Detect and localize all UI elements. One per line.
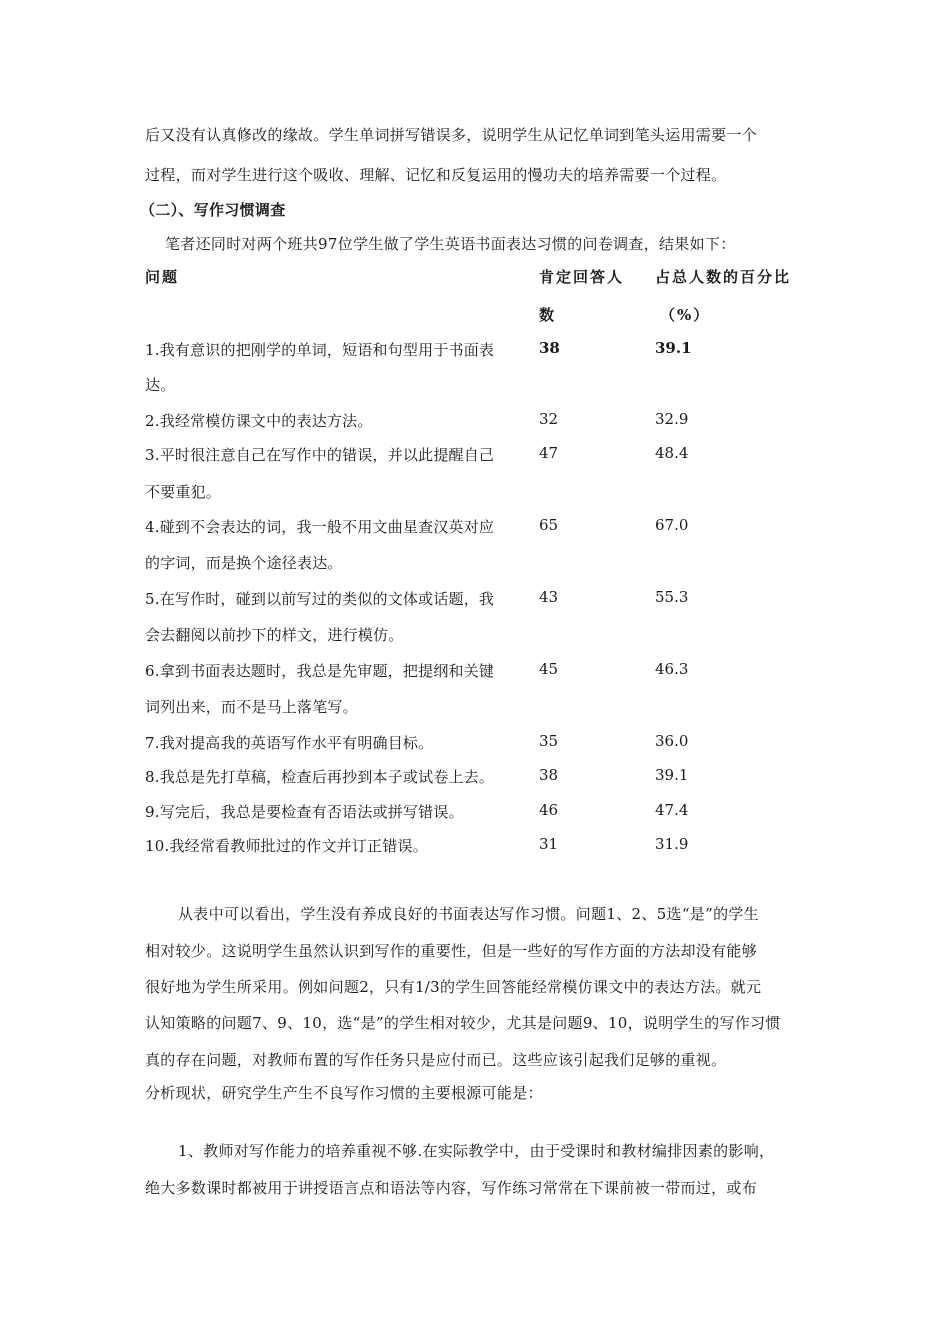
intro-line-1: 后又没有认真修改的缘故。学生单词拼写错误多，说明学生从记忆单词到笔头运用需要一个 [145, 126, 758, 144]
reason1-line-1: 1、教师对写作能力的培养重视不够.在实际教学中，由于受课时和教材编排因素的影响， [178, 1142, 775, 1160]
table-row-count: 46 [539, 801, 559, 819]
table-row-question-cont: 达。 [145, 376, 176, 394]
table-row-count: 47 [539, 444, 559, 462]
table-header-percent-1: 占总人数的百分比 [655, 268, 792, 286]
reason1-line-2: 绝大多数课时都被用于讲授语言点和语法等内容，写作练习常常在下课前被一带而过，或布 [145, 1179, 758, 1197]
table-row-question: 9.写完后，我总是要检查有否语法或拼写错误。 [145, 803, 464, 821]
table-row-question: 2.我经常模仿课文中的表达方法。 [145, 412, 373, 430]
section-heading: （二）、写作习惯调查 [140, 201, 286, 219]
table-row-count: 45 [539, 660, 559, 678]
table-row-percent: 39.1 [655, 339, 692, 357]
table-row-percent: 67.0 [655, 516, 689, 534]
table-header-question: 问题 [145, 268, 180, 286]
table-row-count: 31 [539, 835, 559, 853]
table-row-percent: 55.3 [655, 588, 689, 606]
table-row-percent: 36.0 [655, 732, 689, 750]
analysis-line-3: 很好地为学生所采用。例如问题2，只有1/3的学生回答能经常模仿课文中的表达方法。就元 [145, 978, 762, 996]
table-row-percent: 39.1 [655, 766, 689, 784]
table-row-percent: 31.9 [655, 835, 689, 853]
table-row-question: 8.我总是先打草稿，检查后再抄到本子或试卷上去。 [145, 768, 495, 786]
table-header-count-1: 肯定回答人 [539, 268, 625, 286]
table-row-question: 3.平时很注意自己在写作中的错误，并以此提醒自己 [145, 446, 495, 464]
table-row-count: 32 [539, 410, 559, 428]
table-row-percent: 32.9 [655, 410, 689, 428]
table-row-question-cont: 不要重犯。 [145, 483, 222, 501]
table-row-question-cont: 会去翻阅以前抄下的样文，进行模仿。 [145, 626, 404, 644]
table-row-count: 38 [539, 766, 559, 784]
table-row-percent: 46.3 [655, 660, 689, 678]
analysis-line-2: 相对较少。这说明学生虽然认识到写作的重要性，但是一些好的写作方面的方法却没有能够 [145, 942, 758, 960]
table-row-count: 35 [539, 732, 559, 750]
survey-intro: 笔者还同时对两个班共97位学生做了学生英语书面表达习惯的问卷调查，结果如下： [165, 235, 736, 253]
table-row-percent: 48.4 [655, 444, 689, 462]
analysis-line-5: 真的存在问题，对教师布置的写作任务只是应付而已。这些应该引起我们足够的重视。 [145, 1051, 727, 1069]
table-row-count: 38 [539, 339, 560, 357]
analysis-line-6: 分析现状，研究学生产生不良写作习惯的主要根源可能是： [145, 1084, 543, 1102]
table-header-count-2: 数 [539, 306, 557, 324]
table-row-question: 7.我对提高我的英语写作水平有明确目标。 [145, 734, 434, 752]
table-row-question-cont: 词列出来，而不是马上落笔写。 [145, 698, 358, 716]
table-row-question: 5.在写作时，碰到以前写过的类似的文体或话题，我 [145, 590, 495, 608]
table-header-percent-2: （%） [660, 306, 711, 324]
table-row-question: 1.我有意识的把刚学的单词，短语和句型用于书面表 [145, 341, 495, 359]
table-row-count: 43 [539, 588, 559, 606]
analysis-line-4: 认知策略的问题7、9、10，选“是”的学生相对较少，尤其是问题9、10，说明学生的写作习惯 [145, 1014, 781, 1032]
table-row-question: 4.碰到不会表达的词，我一般不用文曲星查汉英对应 [145, 518, 495, 536]
intro-line-2: 过程，而对学生进行这个吸收、理解、记忆和反复运用的慢功夫的培养需要一个过程。 [145, 166, 727, 184]
analysis-line-1: 从表中可以看出，学生没有养成良好的书面表达写作习惯。问题1、2、5选“是”的学生 [178, 905, 759, 923]
table-row-question: 10.我经常看教师批过的作文并订正错误。 [145, 837, 428, 855]
table-row-question-cont: 的字词，而是换个途径表达。 [145, 554, 343, 572]
table-row-percent: 47.4 [655, 801, 689, 819]
table-row-question: 6.拿到书面表达题时，我总是先审题，把提纲和关键 [145, 662, 495, 680]
table-row-count: 65 [539, 516, 559, 534]
